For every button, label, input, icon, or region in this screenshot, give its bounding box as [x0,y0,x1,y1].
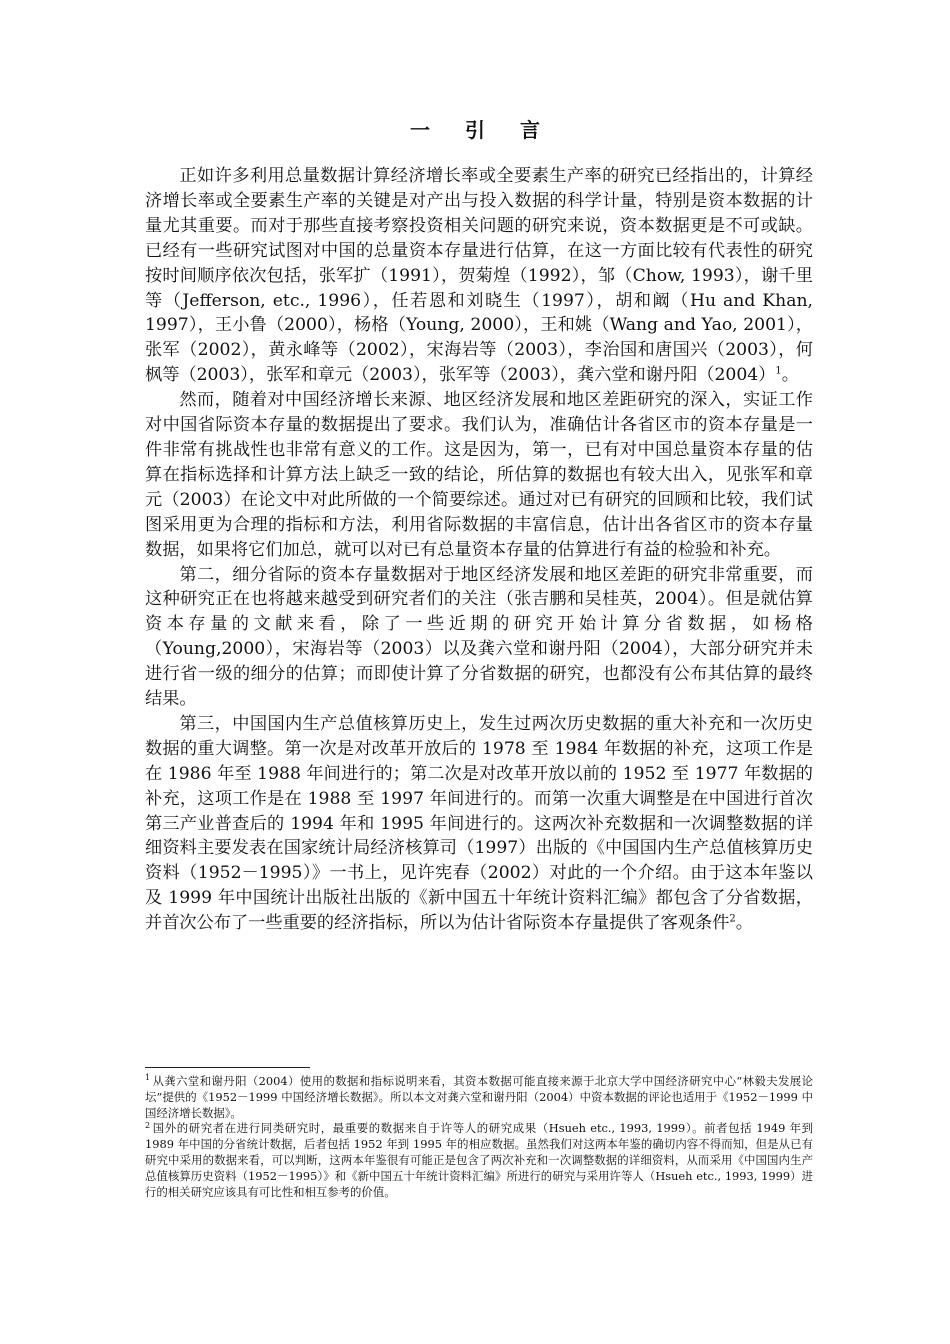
footnote-1 [145,1074,813,1121]
footnote-ref-2[interactable]: 2 [729,913,736,925]
body-text [145,164,813,936]
footnote-divider [145,1067,310,1068]
footnote-ref-1[interactable]: 1 [775,365,782,377]
paragraph-2: 然而，随着对中国经济增长来源、地区经济发展和地区差距研究的深入，实证工作对中国省际资本存量的数据提出了要求。我们认为，准确估计各省区市的资本存量是一件非常有挑战性也非常有意义的工作。这是因为，第一，已有对中国总量资本存量的估算在指标选择和计算方法上缺乏一致的结论，所估算的数据也有较大出入，见张军和章元（2003）在论文中对此所做的一个简要综述。通过对已有研究的回顾和比较，我们试图采用更为合理的指标和方法，利用省际数据的丰富信息，估计出各省区市的资本存量数据，如果将它们加总，就可以对已有总量资本存量的估算进行有益的检验和补充。 [145,390,813,560]
footnote-1-text: 从龚六堂和谢丹阳（2004）使用的数据和指标说明来看，其资本数据可能直接来源于北京大学中国经济研究中心“林毅夫发展论坛”提供的《1952－1999 中国经济增长数据》。所以本文对龚六堂和谢丹阳（2004）中资本数据的评论也适用于《1952－1999 中国经济增长数据》。 [145,1074,813,1120]
paragraph-4-text: 第三，中国国内生产总值核算历史上，发生过两次历史数据的重大补充和一次历史数据的重大调整。第一次是对改革开放后的 1978 至 1984 年数据的补充，这项工作是在 1986 年至 1988 年间进行的；第二次是对改革开放以前的 1952 至 1977 年数据的补充，这项工作是在 1988 至 1997 年间进行的。而第一次重大调整是在中国进行首次第三产业普查后的 1994 年和 1995 年间进行的。这两次补充数据和一次调整数据的详细资料主要发表在国家统计局经济核算司（1997）出版的《中国国内生产总值核算历史资料（1952－1995）》一书上，见许宪春（2002）对此的一个介绍。由于这本年鉴以及 1999 年中国统计出版社出版的《新中国五十年统计资料汇编》都包含了分省数据，并首次公布了一些重要的经济指标，所以为估计省际资本存量提供了客观条件 [145,713,813,934]
footnote-1-mark: 1 [145,1073,151,1083]
paragraph-4 [145,712,813,936]
footnote-2-text: 国外的研究者在进行同类研究时，最重要的数据来自于许等人的研究成果（Hsueh etc., 1993, 1999）。前者包括 1949 年到 1989 年中国的分省统计数据，后者包括 1952 年到 1995 年的相应数据。虽然我们对这两本年鉴的确切内容不得而知，但是从已有研究中采用的数据来看，可以判断，这两本年鉴很有可能正是包含了两次补充和一次调整数据的详细资料，从而采用《中国国内生产总值核算历史资料（1952－1995）》和《新中国五十年统计资料汇编》所进行的研究与采用许等人（Hsueh etc., 1993, 1999）进行的相关研究应该具有可比性和相互参考的价值。 [145,1121,813,1199]
paragraph-1 [145,164,813,388]
paragraph-1-text: 正如许多利用总量数据计算经济增长率或全要素生产率的研究已经指出的，计算经济增长率或全要素生产率的关键是对产出与投入数据的科学计量，特别是资本数据的计量尤其重要。而对于那些直接考察投资相关问题的研究来说，资本数据更是不可或缺。已经有一些研究试图对中国的总量资本存量进行估算，在这一方面比较有代表性的研究按时间顺序依次包括，张军扩（1991），贺菊煌（1992），邹（Chow, 1993），谢千里等（Jefferson, etc., 1996），任若恩和刘晓生（1997），胡和阚（Hu and Khan, 1997），王小鲁（2000），杨格（Young, 2000），王和姚（Wang and Yao, 2001），张军（2002），黄永峰等（2002），宋海岩等（2003），李治国和唐国兴（2003），何枫等（2003），张军和章元（2003），张军等（2003），龚六堂和谢丹阳（2004） [145,166,813,386]
footnotes [145,1074,813,1200]
section-title: 一 引 言 [410,118,554,142]
paragraph-3: 第二，细分省际的资本存量数据对于地区经济发展和地区差距的研究非常重要，而这种研究正在也将越来越受到研究者们的关注（张吉鹏和吴桂英，2004）。但是就估算资本存量的文献来看，除了一些近期的研究开始计算分省数据，如杨格（Young,2000），宋海岩等（2003）以及龚六堂和谢丹阳（2004），大部分研究并未进行省一级的细分的估算；而即使计算了分省数据的研究，也都没有公布其估算的最终结果。 [145,564,813,710]
footnote-2 [145,1121,813,1200]
paragraph-1-end: 。 [781,365,799,386]
paragraph-4-end: 。 [735,913,753,934]
footnote-2-mark: 2 [145,1120,151,1130]
